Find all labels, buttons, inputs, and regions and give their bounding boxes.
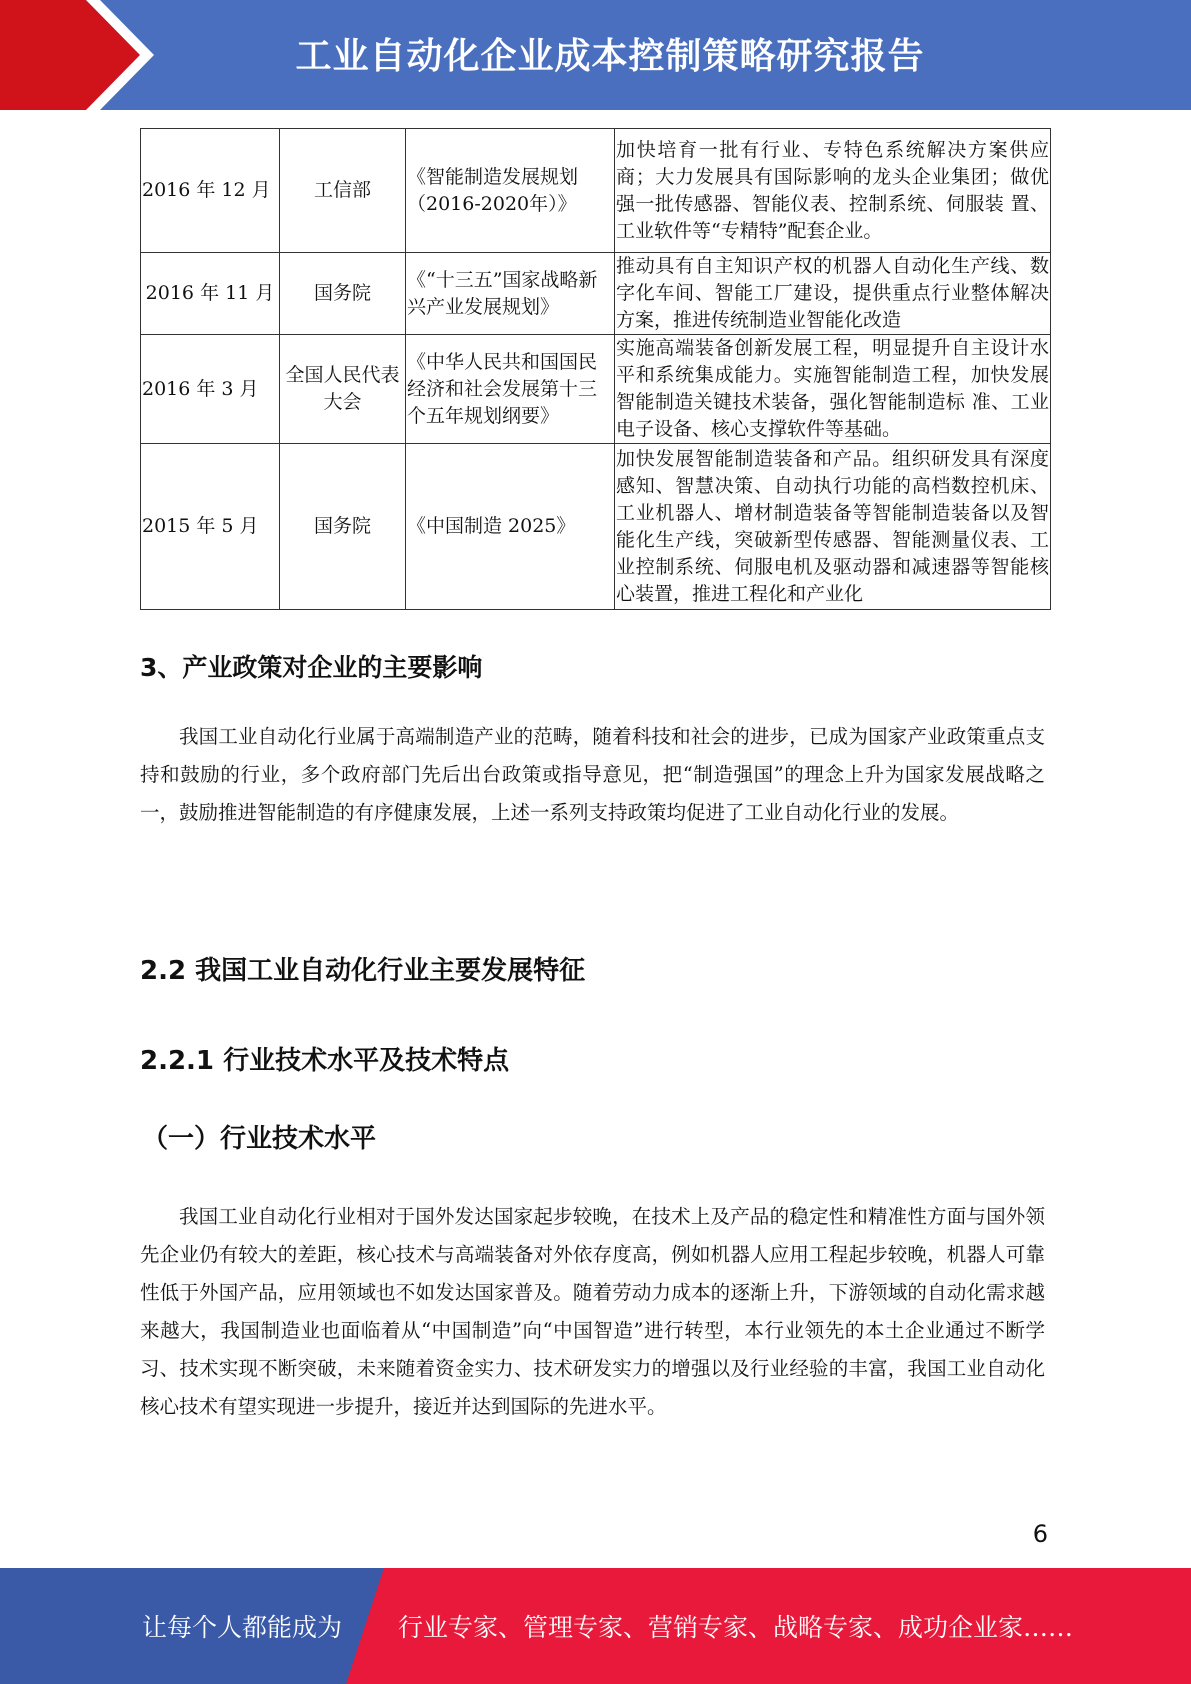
cell-dept: 国务院 <box>280 253 406 335</box>
section-heading: 2.2 我国工业自动化行业主要发展特征 <box>140 956 586 986</box>
page-number: 6 <box>1032 1520 1048 1548</box>
page-header <box>0 0 1191 110</box>
cell-desc: 推动具有自主知识产权的机器人自动化生产线、数字化车间、智能工厂建设，提供重点行业整体解决方案，推进传统制造业智能化改造 <box>615 253 1051 335</box>
cell-date: 2015 年 5 月 <box>141 444 280 610</box>
table-row <box>141 444 1051 610</box>
section-heading: 3、产业政策对企业的主要影响 <box>140 653 483 682</box>
cell-doc: 《智能制造发展规划（2016-2020年）》 <box>406 129 615 253</box>
cell-desc: 加快发展智能制造装备和产品。组织研发具有深度感知、智慧决策、自动执行功能的高档数控机床、工业机器人、增材制造装备等智能制造装备以及智能化生产线，突破新型传感器、智能测量仪表、工业控制系统、伺服电机及驱动器和减速器等智能核心装置，推进工程化和产业化 <box>615 444 1051 610</box>
cell-doc: 《中国制造 2025》 <box>406 444 615 610</box>
table-row <box>141 253 1051 335</box>
cell-doc: 《中华人民共和国国民经济和社会发展第十三个五年规划纲要》 <box>406 335 615 444</box>
report-title: 工业自动化企业成本控制策略研究报告 <box>295 36 925 77</box>
cell-date: 2016 年 11 月 <box>141 253 280 335</box>
section-paragraph: 我国工业自动化行业属于高端制造产业的范畴，随着科技和社会的进步，已成为国家产业政策重点支持和鼓励的行业，多个政府部门先后出台政策或指导意见，把“制造强国”的理念上升为国家发展战略之一，鼓励推进智能制造的有序健康发展，上述一系列支持政策均促进了工业自动化行业的发展。 <box>140 725 1045 824</box>
section-paragraph: 我国工业自动化行业相对于国外发达国家起步较晚，在技术上及产品的稳定性和精准性方面与国外领先企业仍有较大的差距，核心技术与高端装备对外依存度高，例如机器人应用工程起步较晚，机器人可靠性低于外国产品，应用领域也不如发达国家普及。随着劳动力成本的逐渐上升，下游领域的自动化需求越来越大，我国制造业也面临着从“中国制造”向“中国智造”进行转型，本行业领先的本土企业通过不断学习、技术实现不断突破，未来随着资金实力、技术研发实力的增强以及行业经验的丰富，我国工业自动化核心技术有望实现进一步提升，接近并达到国际的先进水平。 <box>140 1205 1045 1418</box>
page-footer <box>0 1568 1191 1684</box>
cell-date: 2016 年 3 月 <box>141 335 280 444</box>
footer-slogan-right: 行业专家、管理专家、营销专家、战略专家、成功企业家…… <box>398 1613 1074 1642</box>
cell-doc: 《“十三五”国家战略新兴产业发展规划》 <box>406 253 615 335</box>
policy-table <box>140 128 1051 610</box>
footer-slogan-left: 让每个人都能成为 <box>142 1613 343 1642</box>
subsection-heading: （一）行业技术水平 <box>142 1124 377 1154</box>
table-row <box>141 129 1051 253</box>
cell-desc: 加快培育一批有行业、专特色系统解决方案供应商；大力发展具有国际影响的龙头企业集团；做优强一批传感器、智能仪表、控制系统、伺服装 置、工业软件等“专精特”配套企业。 <box>615 129 1051 253</box>
cell-dept: 国务院 <box>280 444 406 610</box>
cell-desc: 实施高端装备创新发展工程，明显提升自主设计水平和系统集成能力。实施智能制造工程，加快发展智能制造关键技术装备，强化智能制造标 准、工业电子设备、核心支撑软件等基础。 <box>615 335 1051 444</box>
cell-date: 2016 年 12 月 <box>141 129 280 253</box>
table-row <box>141 335 1051 444</box>
cell-dept: 全国人民代表大会 <box>280 335 406 444</box>
subsection-heading: 2.2.1 行业技术水平及技术特点 <box>140 1046 510 1076</box>
cell-dept: 工信部 <box>280 129 406 253</box>
